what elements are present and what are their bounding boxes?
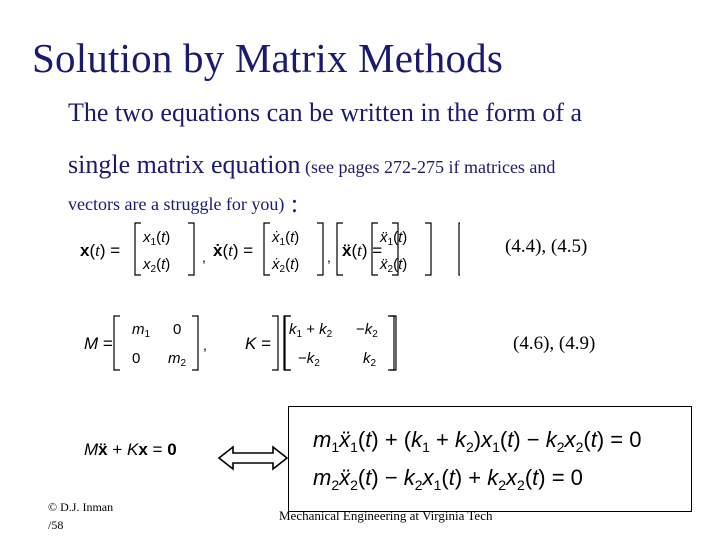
svg-text:k2: $k_2$ [363,350,377,369]
scalar-equations [289,407,691,511]
svg-text:−k2: $-k_2$ [356,321,378,340]
svg-text:k1 + k2: $k_1 + k_2$ [289,321,333,340]
body-line-3-text: vectors are a struggle for you) [68,194,285,214]
footer-author-block [48,498,113,534]
svg-text:Mẍ + Kx = 0: Mẍ + Kx = 0 [84,440,177,459]
body-line-1: The two equations can be written in the form of a [68,98,583,127]
svg-text:x1(t): $x_1(t)$ [143,229,171,248]
body-line-2-aside: (see pages 272-275 if matrices and [300,157,556,177]
svg-text:m1: $m_1$ [132,321,151,340]
stiffness-matrix-entries [80,312,410,374]
svg-text:ẋ1(t): ẋ$_1$(t) [272,229,300,248]
svg-text:m1ẍ1(t) + (k1 + k2)x1(t) − k2x: $m_1ẍ_1(t) + (k_1 + k_2)x_1(t) - k_2x_2(t) = 0$ [313,427,642,455]
svg-text:0: 0 [132,350,141,367]
vector-definitions-equation-continued [80,218,460,280]
body-line-2 [68,150,555,180]
body-line-3-colon: : [284,189,299,218]
svg-text:0: 0 [173,321,182,338]
svg-text:M =: M = [84,334,113,353]
scalar-equations-box [288,406,692,512]
footer-page-count: /58 [48,518,64,532]
equation-reference-2: (4.6), (4.9) [513,333,596,354]
svg-text:m2ẍ2(t) − k2x1(t) + k2x2(t) =: $m_2ẍ_2(t) - k_2x_1(t) + k_2x_2(t) = 0$ [313,465,583,493]
svg-text:ẍ(t) =: ẍ(t) = [342,241,383,260]
svg-text:m2: $m_2$ [168,350,187,369]
svg-text:ẋ2(t): ẋ$_2$(t) [272,256,300,275]
svg-text:,: , [327,249,331,265]
svg-text:−k2: $-k_2$ [298,350,320,369]
svg-text:x(t) =: x(t) = [80,241,121,260]
svg-text:ẍ2(t): ẍ$_2$(t) [380,256,408,275]
svg-text:,: , [202,249,206,265]
footer-author: © D.J. Inman [48,500,114,514]
matrix-equation-compact [84,436,194,462]
footer-institution: Mechanical Engineering at Virginia Tech [279,508,493,523]
slide-title: Solution by Matrix Methods [32,35,504,81]
svg-text:,: , [203,337,207,353]
svg-text:x2(t): $x_2(t)$ [143,256,171,275]
body-line-3 [68,189,298,219]
svg-text:ẋ(t) =: ẋ(t) = [213,241,254,260]
equation-reference-1: (4.4), (4.5) [505,236,588,257]
svg-text:K =: K = [245,334,271,353]
body-line-2-main: single matrix equation [68,150,301,179]
equivalence-double-arrow-icon [217,444,289,472]
svg-text:ẍ1(t): ẍ$_1$(t) [380,229,408,248]
